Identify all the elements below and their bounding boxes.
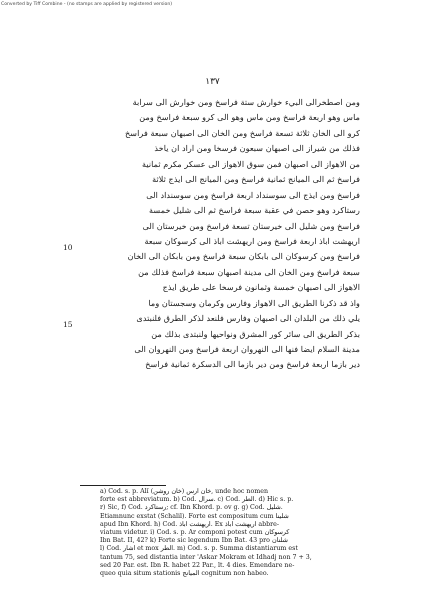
text-line: دير بازما اربعة فراسخ ومن دير بازما الى الدسكرة ثمانية فراسخ: [145, 359, 360, 370]
footnote-line: apud Ibn Khord. h) Cod. اريهشت اباذ. Ex اريهشت اباذ abbre-: [100, 520, 280, 528]
footnote-line: tantum 75, sed distantia inter 'Askar Mokram et Idhadj non 7 + 3,: [100, 553, 312, 561]
converter-banner: Converted by Tiff Combine - (no stamps are applied by registered version): [1, 2, 173, 7]
text-line: مدينة السلام ايضا فنها الى النهروان اربعة فراسخ ومن النهروان الى: [134, 344, 360, 354]
text-line: فراسخ ومن ايذج الى سوسنداد اربعة فراسخ ومن سوسنداد الى: [146, 189, 360, 200]
line-number: 10: [63, 243, 73, 252]
text-line: ماس وهو اربعة فراسخ ومن ماس وهو الى كرو سبعة فراسخ ومن: [139, 112, 360, 123]
text-line: واذ قد ذكرنا الطريق الى الاهواز وفارس وكرمان وسجستان وما: [148, 297, 360, 308]
text-line: ومن اصطخرالى البيء خوارش ستة فراسخ ومن خوارش الى سرابة: [132, 97, 360, 107]
text-line: فراسخ ثم الى الميانج ثمانية فراسخ ومن الميانج الى ايذج ثلاثة: [152, 174, 360, 185]
footnote-line: sed 20 Par. est. Ibn R. habet 22 Par., lt. 4 dies. Emendare ne-: [100, 561, 295, 569]
line-number: 15: [63, 320, 73, 329]
footnote-line: l) Cod. اشار et mox الطر. m) Cod. s. p. Summa distantiarum est: [100, 545, 298, 553]
text-line: من الاهواز الى اصبهان فمن سوق الاهواز الى عسكر مكرم ثمانية: [142, 158, 360, 169]
footnote-divider: [80, 485, 166, 486]
text-line: فراسخ ومن شليل الى خيرستان تسعة فراسخ ومن خيرستان الى: [142, 220, 360, 231]
footnote-line: r) Sic, f) Cod. رستاكرد; cf. Ibn Khord. p. ov g. g) Cod. شليل.: [100, 504, 283, 512]
footnote-line: Etiamnunc exstat (Schalil). Forte est compositum cum شلينا: [100, 512, 289, 520]
text-line: سبعة فراسخ ومن الخان الى مدينة اصبهان سبعة فراسخ فذلك من: [138, 266, 360, 277]
footnotes-block: [100, 488, 362, 578]
text-line: يلي ذلك من البلدان الى اصبهان وفارس فلنعد لذكر الطرق فلنبتدى: [136, 313, 360, 324]
footnote-line: forte est abbreviatum. b) Cod. سرال. c) Cod. الطر. d) Hic s. p.: [100, 496, 294, 504]
text-line: اريهشت اباذ اربعة فراسخ ومن اريهشت اباذ الى كرسوكان سبعة: [144, 235, 360, 246]
text-line: بذكر الطريق الى سائر كور المشرق ونواحيها ولنبتدى بذلك من: [151, 328, 360, 339]
arabic-text-block: [78, 95, 360, 373]
footnote-line: viatum videtur. i) Cod. s. p. Ar componi potest cum كرسوكان: [100, 529, 290, 537]
footnote-line: queo quia situm stationis الميانج cognitum non habeo.: [100, 570, 269, 578]
text-line: كرو الى الخان ثلاثة تسعة فراسخ ومن الخان الى اصبهان سبعة فراسخ: [125, 127, 360, 138]
footnote-line: Ibn Bat. II, 42? k) Forte sic legendum Ibn Bat. 43 pro شلنان: [100, 537, 288, 545]
text-line: فراسخ ومن كرسوكان الى بابكان سبعة فراسخ ومن بابكان الى الخان: [127, 251, 360, 262]
footnote-line: a) Cod. s. p. Alî (خان روشن) خان ارس, unde hoc nomen: [100, 488, 269, 495]
text-line: رستاكرد وهو حصن في عقبة سبعة فراسخ ثم الى شليل خمسة: [149, 205, 360, 216]
text-line: فذلك من شيراز الى اصبهان سبعون فرسخا ومن اراد ان ياخذ: [154, 143, 360, 154]
text-line: الاهواز الى اصبهان خمسة وثمانون فرسخا على طريق ايذج: [162, 282, 360, 293]
page-number: ١٣٧: [205, 77, 220, 87]
